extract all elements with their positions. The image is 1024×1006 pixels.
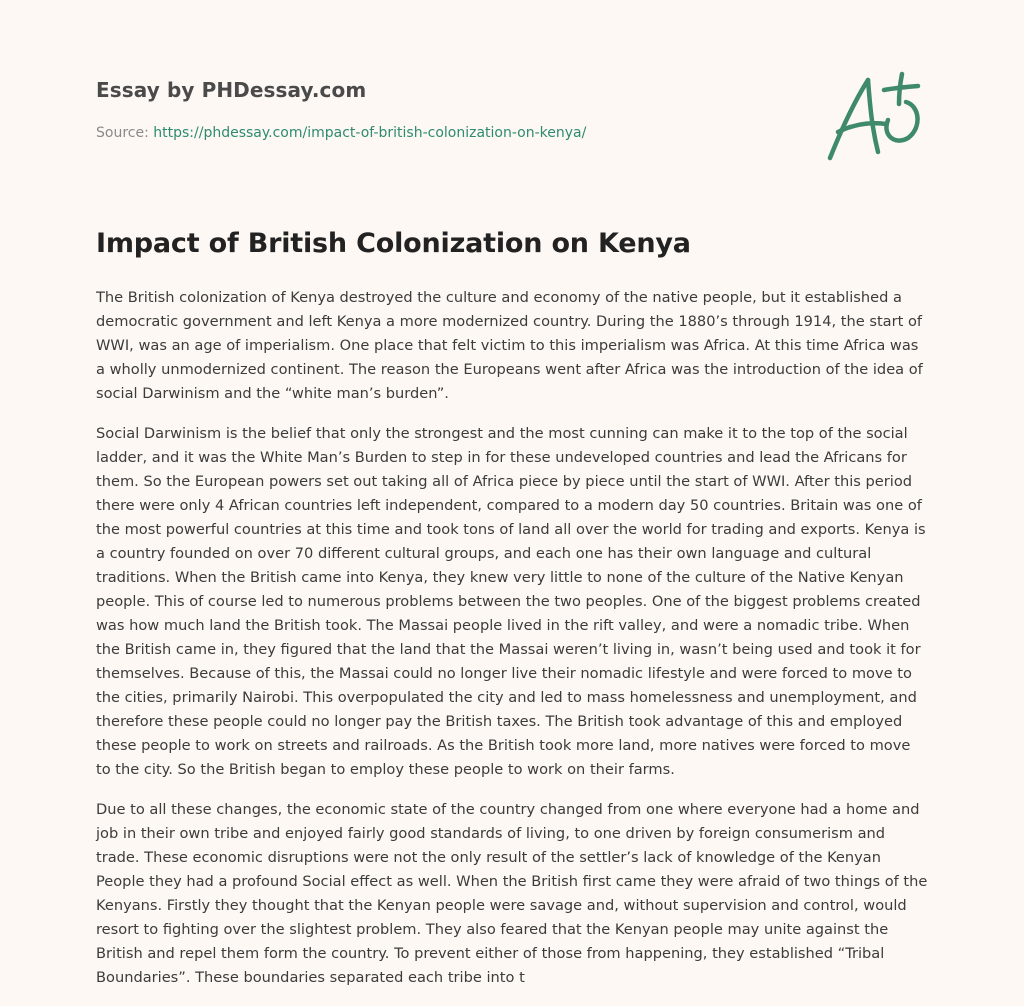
a-plus-grade-icon <box>820 66 928 166</box>
essay-paragraph: Due to all these changes, the economic state of the country changed from one where everyone had a home and job in their own tribe and enjoyed fairly good standards of living, to one driven by foreign consumerism and trade. These economic disruptions were not the only result of the settler’s lack of knowledge of the Kenyan People they had a profound Social effect as well. When the British first came they were afraid of two things of the Kenyans. Firstly they thought that the Kenyan people were savage and, without supervision and control, would resort to fighting over the slightest problem. They also feared that the Kenyan people may unite against the British and repel them form the country. To prevent either of those from happening, they established “Tribal Boundaries”. These boundaries separated each tribe into t <box>96 801 928 986</box>
essay-body <box>96 286 928 1006</box>
site-brand: Essay by PHDessay.com <box>96 78 367 102</box>
essay-paragraph: Social Darwinism is the belief that only the strongest and the most cunning can make it to the top of the social ladder, and it was the White Man’s Burden to step in for these undeveloped countries and lead the Africans for them. So the European powers set out taking all of Africa piece by piece until the start of WWI. After this period there were only 4 African countries left independent, compared to a modern day 50 countries. Britain was one of the most powerful countries at this time and took tons of land all over the world for trading and exports. Kenya is a country founded on over 70 different cultural groups, and each one has their own language and cultural traditions. When the British came into Kenya, they knew very little to none of the culture of the Native Kenyan people. This of course led to numerous problems between the two peoples. One of the biggest problems created was how much land the British took. The Massai people lived in the rift valley, and were a nomadic tribe. When the British came in, they figured that the land that the Massai weren’t living in, wasn’t being used and took it for themselves. Because of this, the Massai could no longer live their nomadic lifestyle and were forced to move to the cities, primarily Nairobi. This overpopulated the city and led to mass homelessness and unemployment, and therefore these people could no longer pay the British taxes. The British took advantage of this and employed these people to work on streets and railroads. As the British took more land, more natives were forced to move to the city. So the British began to employ these people to work on their farms. <box>96 425 926 778</box>
source-link[interactable]: https://phdessay.com/impact-of-british-colonization-on-kenya/ <box>153 125 587 141</box>
site-header <box>96 78 366 102</box>
source-line <box>96 124 586 142</box>
source-label: Source: <box>96 125 149 141</box>
essay-paragraph: The British colonization of Kenya destroyed the culture and economy of the native people, but it established a democratic government and left Kenya a more modernized country. During the 1880’s through 1914, the start of WWI, was an age of imperialism. One place that felt victim to this imperialism was Africa. At this time Africa was a wholly unmodernized continent. The reason the Europeans went after Africa was the introduction of the idea of social Darwinism and the “white man’s burden”. <box>96 289 923 402</box>
essay-title: Impact of British Colonization on Kenya <box>96 228 691 259</box>
